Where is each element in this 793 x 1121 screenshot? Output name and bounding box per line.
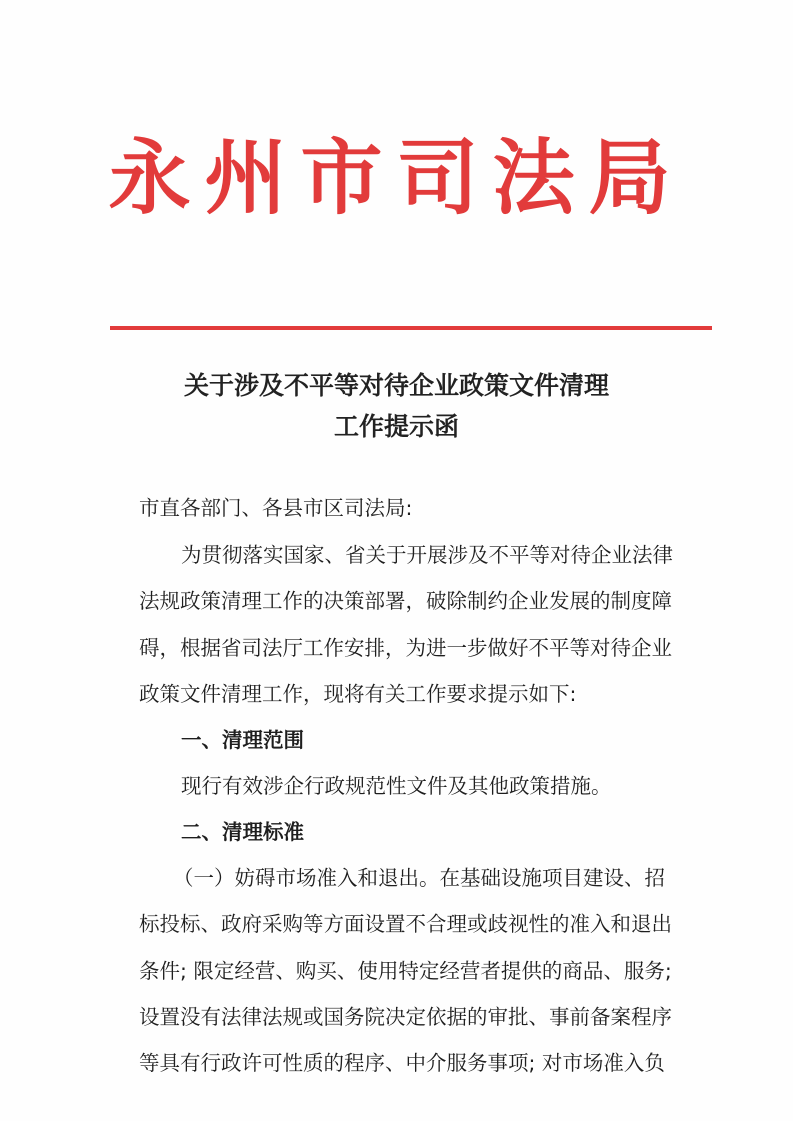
section-2-line-2: 标投标、政府采购等方面设置不合理或歧视性的准入和退出 (139, 912, 672, 936)
document-title-line-2: 工作提示函 (333, 412, 459, 441)
section-1-heading: 一、清理范围 (181, 728, 304, 752)
section-1-text: 现行有效涉企行政规范性文件及其他政策措施。 (181, 774, 612, 798)
agency-masthead: 永州市司法局 (108, 130, 685, 226)
intro-line-1: 为贯彻落实国家、省关于开展涉及不平等对待企业法律 (181, 543, 673, 567)
section-2-line-3: 条件; 限定经营、购买、使用特定经营者提供的商品、服务; (139, 959, 672, 983)
section-2-line-5: 等具有行政许可性质的程序、中介服务事项; 对市场准入负 (139, 1051, 665, 1075)
intro-line-2: 法规政策清理工作的决策部署，破除制约企业发展的制度障 (139, 589, 672, 613)
section-2-line-1: （一）妨碍市场准入和退出。在基础设施项目建设、招 (173, 866, 665, 890)
section-2-heading: 二、清理标准 (181, 820, 304, 844)
document-title-line-1: 关于涉及不平等对待企业政策文件清理 (183, 371, 609, 400)
section-2-line-4: 设置没有法律法规或国务院决定依据的审批、事前备案程序 (139, 1005, 672, 1029)
salutation: 市直各部门、各县市区司法局: (139, 496, 413, 520)
intro-line-4: 政策文件清理工作，现将有关工作要求提示如下: (139, 682, 577, 706)
red-divider-line (110, 326, 712, 330)
intro-line-3: 碍，根据省司法厅工作安排，为进一步做好不平等对待企业 (139, 636, 672, 660)
